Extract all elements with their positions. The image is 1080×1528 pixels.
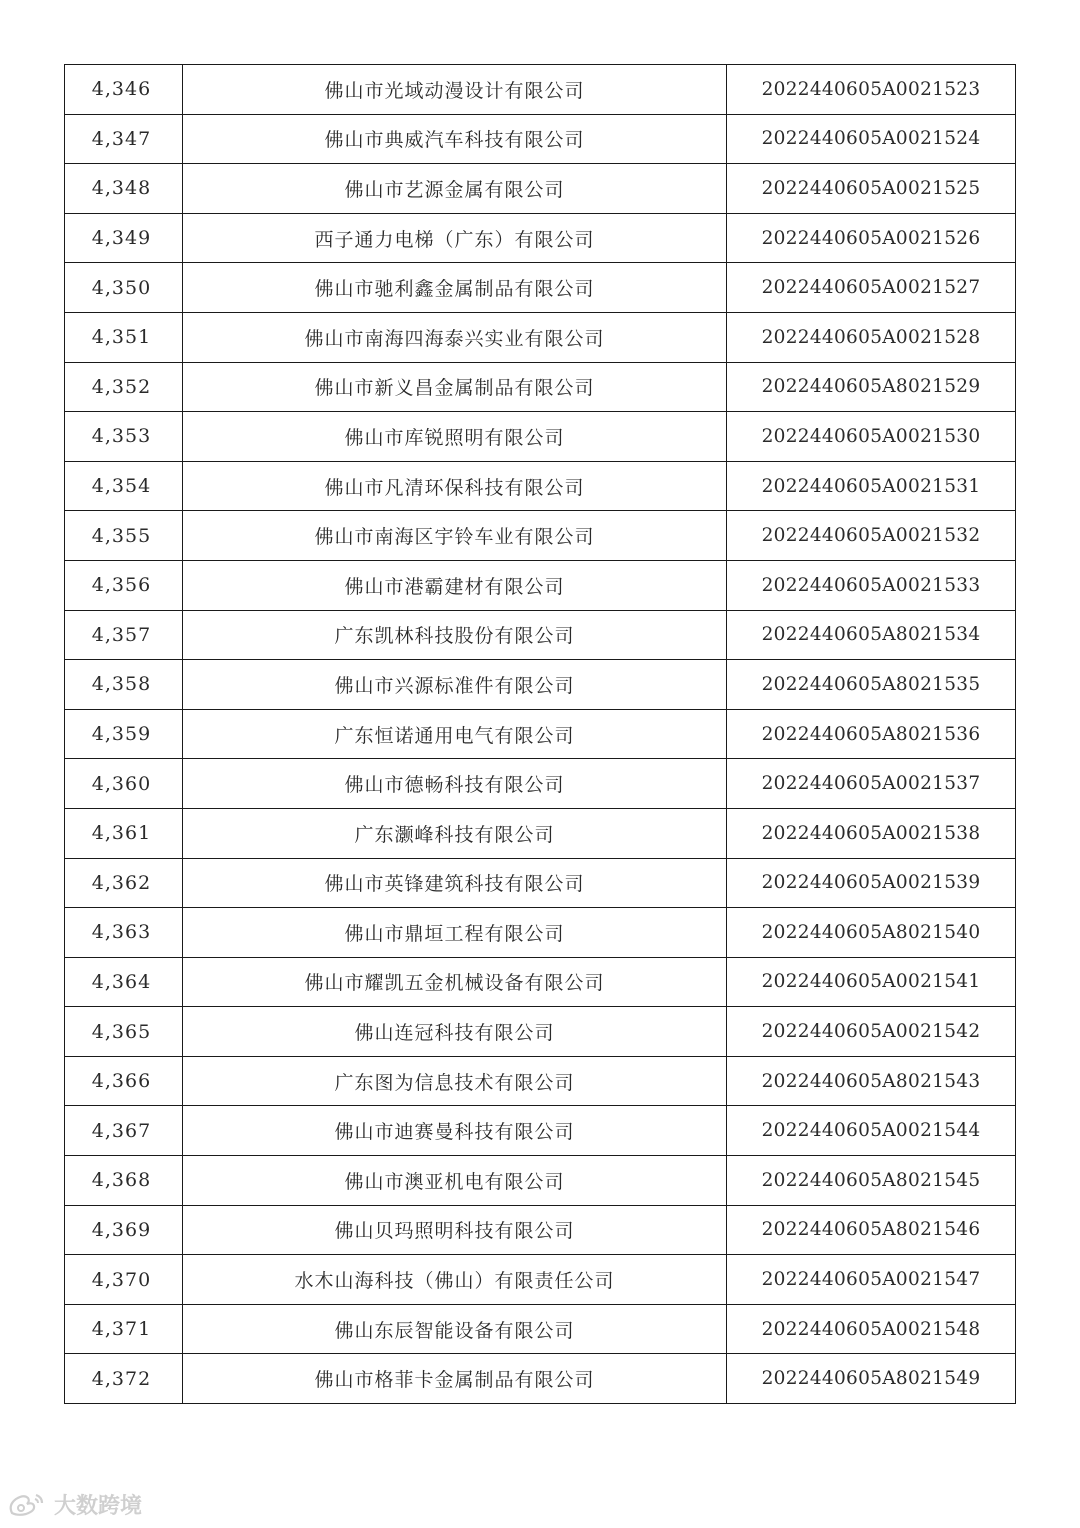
row-number: 4,356 xyxy=(65,560,183,610)
company-name: 广东恒诺通用电气有限公司 xyxy=(183,709,727,759)
company-name: 佛山市港霸建材有限公司 xyxy=(183,560,727,610)
company-name: 佛山市库锐照明有限公司 xyxy=(183,412,727,462)
row-number: 4,349 xyxy=(65,213,183,263)
company-name: 佛山市澳亚机电有限公司 xyxy=(183,1156,727,1206)
row-number: 4,361 xyxy=(65,808,183,858)
row-number: 4,369 xyxy=(65,1205,183,1255)
row-number: 4,353 xyxy=(65,412,183,462)
row-number: 4,370 xyxy=(65,1255,183,1305)
company-name: 佛山市格菲卡金属制品有限公司 xyxy=(183,1354,727,1404)
record-code: 2022440605A0021526 xyxy=(727,213,1016,263)
record-code: 2022440605A8021545 xyxy=(727,1156,1016,1206)
row-number: 4,368 xyxy=(65,1156,183,1206)
row-number: 4,348 xyxy=(65,164,183,214)
table-row xyxy=(65,709,1016,759)
table-body xyxy=(65,65,1016,1404)
table-row xyxy=(65,808,1016,858)
record-code: 2022440605A0021539 xyxy=(727,858,1016,908)
table-row xyxy=(65,1304,1016,1354)
table-row xyxy=(65,461,1016,511)
row-number: 4,363 xyxy=(65,908,183,958)
row-number: 4,362 xyxy=(65,858,183,908)
row-number: 4,355 xyxy=(65,511,183,561)
company-name: 佛山市新义昌金属制品有限公司 xyxy=(183,362,727,412)
row-number: 4,358 xyxy=(65,660,183,710)
table-row xyxy=(65,1255,1016,1305)
record-code: 2022440605A8021534 xyxy=(727,610,1016,660)
table-row xyxy=(65,660,1016,710)
table-row xyxy=(65,610,1016,660)
company-name: 佛山东辰智能设备有限公司 xyxy=(183,1304,727,1354)
weibo-like-logo-icon xyxy=(6,1491,46,1519)
record-code: 2022440605A0021544 xyxy=(727,1106,1016,1156)
table-row xyxy=(65,362,1016,412)
record-code: 2022440605A0021532 xyxy=(727,511,1016,561)
record-code: 2022440605A8021543 xyxy=(727,1056,1016,1106)
table-row xyxy=(65,1007,1016,1057)
row-number: 4,359 xyxy=(65,709,183,759)
company-name: 水木山海科技（佛山）有限责任公司 xyxy=(183,1255,727,1305)
table-row xyxy=(65,164,1016,214)
record-code: 2022440605A0021530 xyxy=(727,412,1016,462)
company-list-table xyxy=(64,64,1016,1404)
row-number: 4,357 xyxy=(65,610,183,660)
record-code: 2022440605A0021525 xyxy=(727,164,1016,214)
company-name: 佛山连冠科技有限公司 xyxy=(183,1007,727,1057)
table-row xyxy=(65,908,1016,958)
table-row xyxy=(65,759,1016,809)
record-code: 2022440605A0021538 xyxy=(727,808,1016,858)
table-row xyxy=(65,1156,1016,1206)
row-number: 4,364 xyxy=(65,957,183,1007)
row-number: 4,352 xyxy=(65,362,183,412)
table-row xyxy=(65,957,1016,1007)
company-name: 广东图为信息技术有限公司 xyxy=(183,1056,727,1106)
record-code: 2022440605A0021528 xyxy=(727,312,1016,362)
watermark xyxy=(6,1489,142,1520)
company-name: 佛山市南海四海泰兴实业有限公司 xyxy=(183,312,727,362)
table-row xyxy=(65,213,1016,263)
company-name: 佛山市艺源金属有限公司 xyxy=(183,164,727,214)
company-name: 佛山市耀凯五金机械设备有限公司 xyxy=(183,957,727,1007)
company-name: 佛山市迪赛曼科技有限公司 xyxy=(183,1106,727,1156)
table-row xyxy=(65,263,1016,313)
record-code: 2022440605A0021524 xyxy=(727,114,1016,164)
record-code: 2022440605A0021537 xyxy=(727,759,1016,809)
table-row xyxy=(65,412,1016,462)
table-row xyxy=(65,1056,1016,1106)
company-name: 佛山市兴源标准件有限公司 xyxy=(183,660,727,710)
record-code: 2022440605A0021541 xyxy=(727,957,1016,1007)
row-number: 4,351 xyxy=(65,312,183,362)
company-name: 佛山贝玛照明科技有限公司 xyxy=(183,1205,727,1255)
row-number: 4,366 xyxy=(65,1056,183,1106)
row-number: 4,347 xyxy=(65,114,183,164)
company-name: 佛山市英锋建筑科技有限公司 xyxy=(183,858,727,908)
record-code: 2022440605A8021529 xyxy=(727,362,1016,412)
table-row xyxy=(65,65,1016,115)
record-code: 2022440605A0021542 xyxy=(727,1007,1016,1057)
table-row xyxy=(65,1354,1016,1404)
record-code: 2022440605A8021535 xyxy=(727,660,1016,710)
record-code: 2022440605A8021546 xyxy=(727,1205,1016,1255)
record-code: 2022440605A0021533 xyxy=(727,560,1016,610)
record-code: 2022440605A8021536 xyxy=(727,709,1016,759)
row-number: 4,367 xyxy=(65,1106,183,1156)
row-number: 4,365 xyxy=(65,1007,183,1057)
company-name: 佛山市驰利鑫金属制品有限公司 xyxy=(183,263,727,313)
record-code: 2022440605A0021527 xyxy=(727,263,1016,313)
company-name: 佛山市鼎垣工程有限公司 xyxy=(183,908,727,958)
table-row xyxy=(65,1205,1016,1255)
table-row xyxy=(65,114,1016,164)
record-code: 2022440605A8021549 xyxy=(727,1354,1016,1404)
table-row xyxy=(65,858,1016,908)
record-code: 2022440605A0021548 xyxy=(727,1304,1016,1354)
company-name: 佛山市典威汽车科技有限公司 xyxy=(183,114,727,164)
row-number: 4,354 xyxy=(65,461,183,511)
row-number: 4,360 xyxy=(65,759,183,809)
row-number: 4,346 xyxy=(65,65,183,115)
table-row xyxy=(65,511,1016,561)
company-name: 佛山市凡清环保科技有限公司 xyxy=(183,461,727,511)
company-name: 佛山市光域动漫设计有限公司 xyxy=(183,65,727,115)
company-name: 广东灏峰科技有限公司 xyxy=(183,808,727,858)
record-code: 2022440605A8021540 xyxy=(727,908,1016,958)
row-number: 4,372 xyxy=(65,1354,183,1404)
record-code: 2022440605A0021531 xyxy=(727,461,1016,511)
row-number: 4,350 xyxy=(65,263,183,313)
company-name: 西子通力电梯（广东）有限公司 xyxy=(183,213,727,263)
row-number: 4,371 xyxy=(65,1304,183,1354)
company-name: 广东凯林科技股份有限公司 xyxy=(183,610,727,660)
table-row xyxy=(65,1106,1016,1156)
record-code: 2022440605A0021547 xyxy=(727,1255,1016,1305)
watermark-text: 大数跨境 xyxy=(54,1494,143,1519)
record-code: 2022440605A0021523 xyxy=(727,65,1016,115)
table-row xyxy=(65,312,1016,362)
company-name: 佛山市德畅科技有限公司 xyxy=(183,759,727,809)
table-row xyxy=(65,560,1016,610)
company-name: 佛山市南海区宇铃车业有限公司 xyxy=(183,511,727,561)
